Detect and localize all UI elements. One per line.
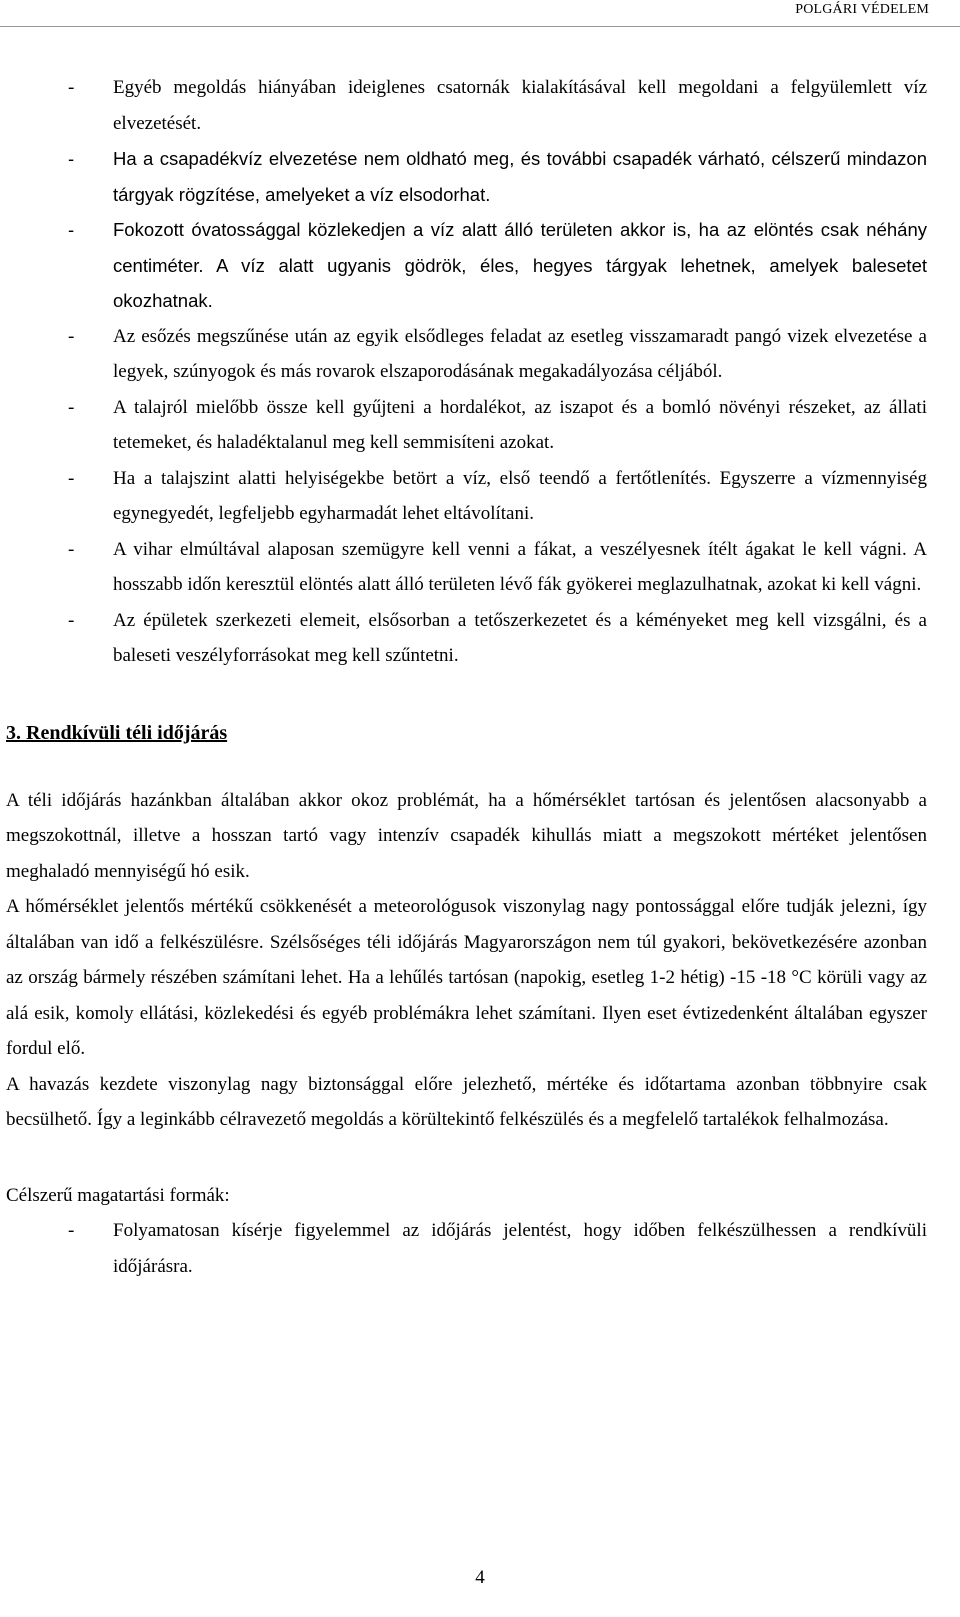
list-dash: - [68,609,75,631]
list-item [68,212,927,319]
bullet-list-winter [0,1213,960,1284]
list-item-text: Fokozott óvatossággal közlekedjen a víz alatt álló területen akkor is, ha az elöntés csak néhány centiméter. A víz alatt ugyanis gödrök, éles, hegyes tárgyak lehetnek, amelyek balesetet okozhatnak. [113,219,927,311]
list-item [68,532,927,603]
list-dash: - [68,538,75,560]
list-item-text: Folyamatosan kísérje figyelemmel az időjárás jelentést, hogy időben felkészülhessen a rendkívüli időjárásra. [113,1220,927,1277]
list-dash: - [68,148,75,169]
list-dash: - [68,77,75,98]
list-item-text: Ha a csapadékvíz elvezetése nem oldható meg, és további csapadék várható, célszerű mindazon tárgyak rögzítése, amelyeket a víz elsodorhat. [113,148,927,205]
section-paragraph: A havazás kezdete viszonylag nagy biztonsággal előre jelezhető, mértéke és időtartama azonban többnyire csak becsülhető. Így a leginkább célravezető megoldás a körültekintő felkészülés és a megfelelő tartalékok felhalmozása. [6,1073,927,1130]
list-dash: - [68,467,75,489]
section-paragraph: A téli időjárás hazánkban általában akkor okoz problémát, ha a hőmérséklet tartósan és jelentősen alacsonyabb a megszokottnál, illetve a hosszan tartó vagy intenzív csapadék kihullás miatt a megszokott mértéket jelentősen meghaladó mennyiségű hó esik. [6,789,927,882]
bullet-list-flood [0,70,960,674]
list-item-text: Az épületek szerkezeti elemeit, elsősorban a tetőszerkezetet és a kéményeket meg kell vizsgálni, és a baleseti veszélyforrásokat meg kell szűntetni. [113,609,927,666]
list-dash: - [68,1220,75,1241]
page-content [0,70,960,1284]
list-item-text: A talajról mielőbb össze kell gyűjteni a hordalékot, az iszapot és a bomló növényi részeket, az állati tetemeket, és haladéktalanul meg kell semmisíteni azokat. [113,396,927,453]
list-dash: - [68,219,75,240]
list-item [68,390,927,461]
list-dash: - [68,396,75,418]
list-item [68,319,927,390]
list-item [68,603,927,674]
list-item-text: Egyéb megoldás hiányában ideiglenes csatornák kialakításával kell megoldani a felgyülemlett víz elvezetését. [113,77,927,134]
header-rule [0,26,960,27]
behaviour-subheading: Célszerű magatartási formák: [6,1184,230,1206]
running-header: POLGÁRI VÉDELEM [795,2,929,17]
list-item-text: Az esőzés megszűnése után az egyik elsődleges feladat az esetleg visszamaradt pangó vizek elvezetése a legyek, szúnyogok és más rovarok elszaporodásának megakadályozása céljából. [113,325,927,382]
list-item-text: Ha a talajszint alatti helyiségekbe betört a víz, első teendő a fertőtlenítés. Egyszerre a vízmennyiség egynegyedét, legfeljebb egyharmadát lehet eltávolítani. [113,467,927,524]
list-dash: - [68,325,75,347]
section-heading: 3. Rendkívüli téli időjárás [6,721,228,744]
list-item [68,70,927,141]
list-item [68,1213,927,1284]
list-item [68,141,927,212]
list-item-text: A vihar elmúltával alaposan szemügyre kell venni a fákat, a veszélyesnek ítélt ágakat le kell vágni. A hosszabb időn keresztül elöntés alatt álló területen lévő fák gyökerei meglazulhatnak, azokat ki kell vágni. [113,538,927,595]
list-item [68,461,927,532]
section-paragraph: A hőmérséklet jelentős mértékű csökkenését a meteorológusok viszonylag nagy pontossággal előre tudják jelezni, így általában van idő a felkészülésre. Szélsőséges téli időjárás Magyarországon nem túl gyakori, bekövetkezésére azonban az ország bármely részében számítani lehet. Ha a lehűlés tartósan (napokig, esetleg 1-2 hétig) -15 -18 °C körüli vagy az alá esik, komoly ellátási, közlekedési és egyéb problémákra lehet számítani. Ilyen eset évtizedenként általában egyszer fordul elő. [6,896,927,1059]
page-number: 4 [475,1567,485,1588]
